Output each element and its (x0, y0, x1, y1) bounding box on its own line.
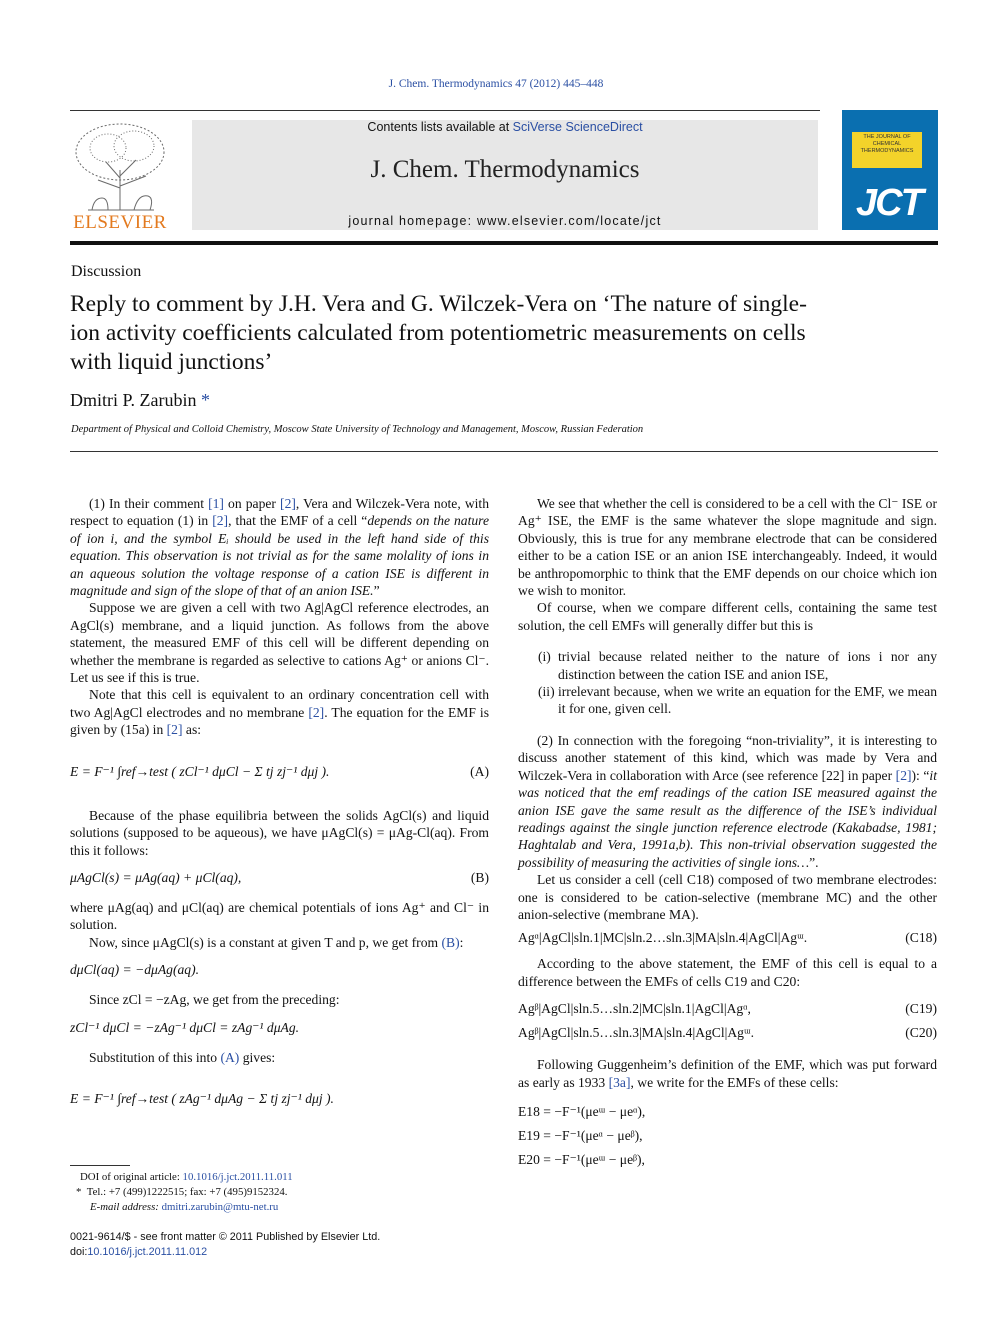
equation-c19: Agᵝ|AgCl|sln.5…sln.2|MC|sln.1|AgCl|Agᵅ, (C19) (518, 1001, 937, 1017)
paragraph: Since zCl = −zAg, we get from the preceding: (89, 992, 340, 1008)
issn-line: 0021-9614/$ - see front matter © 2011 Published by Elsevier Ltd. (70, 1231, 381, 1243)
equation-number: (C20) (905, 1025, 937, 1041)
contents-line: Contents lists available at SciVerse ScienceDirect (367, 120, 643, 134)
article-doi-link[interactable]: 10.1016/j.jct.2011.11.012 (87, 1245, 208, 1258)
author-footnote-mark[interactable]: * (201, 390, 210, 410)
sciencedirect-link[interactable]: SciVerse ScienceDirect (512, 120, 643, 134)
ref-link[interactable]: [2] (166, 722, 183, 738)
paragraph: where μAg(aq) and μCl(aq) are chemical potentials of ions Ag⁺ and Cl⁻ in solution. (70, 899, 489, 933)
paragraph: We see that whether the cell is considered to be a cell with the Cl⁻ ISE or Ag⁺ ISE, the EMF is the same whatever the slope magnitude and sign. Obviously, this is true for any membrane electrode that can be considered either to be a cation ISE or an anion ISE interchangeably. Indeed, it would be anthropomorphic to think that the EMF depends on our choice which ion we wish to monitor. (518, 496, 937, 599)
ref-link[interactable]: [3a] (608, 1074, 631, 1090)
email-link[interactable]: dmitri.zarubin@mtu-net.ru (161, 1201, 279, 1213)
equation-c20: Agᵝ|AgCl|sln.5…sln.3|MA|sln.4|AgCl|Agᵚ. (C20) (518, 1025, 937, 1041)
article-doi: doi:10.1016/j.jct.2011.11.012 (70, 1245, 208, 1258)
paragraph: Of course, when we compare different cells, containing the same test solution, the cell EMFs will generally differ but this is (518, 600, 937, 633)
footnote-contact: * Tel.: +7 (499)1222515; fax: +7 (495)9152324. (76, 1186, 288, 1198)
paragraph: Note that this cell is equivalent to an ordinary concentration cell with two Ag|AgCl electrodes and no membrane [2]. The equation for the EMF is given by (15a) in [2] as: (70, 687, 489, 738)
equation-e: E = F⁻¹ ∫ref→test ( zAg⁻¹ dμAg − Σ tj zj⁻¹ dμj ). (70, 1090, 334, 1106)
ref-link[interactable]: [2] (308, 704, 325, 720)
equation-number: (C19) (905, 1001, 937, 1017)
journal-title: J. Chem. Thermodynamics (370, 156, 640, 183)
equation-d: zCl⁻¹ dμCl = −zAg⁻¹ dμCl = zAg⁻¹ dμAg. (70, 1019, 300, 1035)
ref-link[interactable]: [2] (895, 767, 912, 783)
elsevier-tree-icon (68, 118, 172, 214)
list-item: (ii) irrelevant because, when we write an equation for the EMF, we mean it for one, given cell. (538, 684, 937, 717)
footnote-star: * (76, 1186, 87, 1198)
journal-masthead (192, 120, 818, 230)
equation-number: (A) (470, 763, 489, 779)
article-section: Discussion (71, 263, 142, 280)
paragraph: Let us consider a cell (cell C18) composed of two membrane electrodes: one is considered to be cation-selective (membrane MC) and the other anion-selective (membrane MA). (518, 872, 937, 922)
paragraph: Now, since μAgCl(s) is a constant at given T and p, we get from (B): (89, 934, 464, 950)
header-thick-rule (70, 241, 938, 245)
ref-link[interactable]: [2] (280, 496, 296, 511)
equation-a: E = F⁻¹ ∫ref→test ( zCl⁻¹ dμCl − Σ tj zj⁻¹ dμj ). (A) (70, 763, 489, 779)
head-rule (70, 451, 938, 452)
left-column (70, 495, 489, 1134)
author-line (70, 390, 210, 411)
paragraph: (2) In connection with the foregoing “non-triviality”, it is interesting to discuss another statement of this kind, which was made by Vera and Wilczek-Vera in collaboration with Arce (see reference [22] in paper [2]): “it was noticed that the emf readings of the cation ISE measured against the anion ISE gave the same result as the difference of the ISE’s individual readings against the single junction reference electrode (Kakabadse, 1981; Haghtalab and Vera, 1991a,b). This non-trivial observation suggested the possibility of measuring the activities of single ions…”. (518, 732, 937, 870)
cover-label: THE JOURNAL OF CHEMICAL THERMODYNAMICS (852, 132, 922, 168)
equation-link[interactable]: (B) (441, 934, 460, 950)
equation-e19: E19 = −F⁻¹(μeᵅ − μeᵝ), (518, 1127, 643, 1143)
equation-b: μAgCl(s) = μAg(aq) + μCl(aq), (B) (70, 869, 489, 885)
journal-citation[interactable]: J. Chem. Thermodynamics 47 (2012) 445–448 (388, 78, 604, 90)
footnote-doi: DOI of original article: 10.1016/j.jct.2011.11.011 (80, 1171, 293, 1183)
elsevier-wordmark: ELSEVIER (73, 212, 167, 233)
journal-homepage: journal homepage: www.elsevier.com/locate/jct (348, 214, 662, 228)
paragraph: Substitution of this into (A) gives: (89, 1049, 276, 1065)
issn-block (70, 1230, 380, 1259)
right-column (518, 495, 937, 1175)
article-title: Reply to comment by J.H. Vera and G. Wilczek-Vera on ‘The nature of single-ion activity coefficients calculated from potentiometric measurements on cells with liquid junctions’ (70, 291, 807, 375)
equation-number: (C18) (905, 930, 937, 946)
equation-c: dμCl(aq) = −dμAg(aq). (70, 962, 200, 978)
ref-link[interactable]: [1] (208, 496, 224, 511)
affiliation: Department of Physical and Colloid Chemistry, Moscow State University of Technology and Management, Moscow, Russian Federation (71, 424, 644, 435)
equation-link[interactable]: (A) (220, 1049, 240, 1065)
reasons-list (518, 648, 937, 718)
header-rule (70, 110, 820, 111)
list-item: (i) trivial because related neither to the nature of ions i nor any distinction between the cation ISE and anion ISE, (538, 649, 937, 682)
paragraph: According to the above statement, the EMF of this cell is equal to a difference between the EMFs of cells C19 and C20: (518, 956, 937, 989)
paragraph: Because of the phase equilibria between the solids AgCl(s) and liquid solutions (supposed to be aqueous), we have μAgCl(s) = μAg-Cl(aq). From this it follows: (70, 807, 489, 858)
equation-e18: E18 = −F⁻¹(μeᵚ − μeᵅ), (518, 1103, 646, 1119)
doi-link[interactable]: 10.1016/j.jct.2011.11.011 (182, 1171, 293, 1183)
cover-mark: JCT (856, 182, 922, 224)
ref-link[interactable]: [2] (212, 513, 229, 529)
paragraph: (1) In their comment [1] on paper [2], Vera and Wilczek-Vera note, with respect to equation (1) in [2], that the EMF of a cell “depends on the nature of ion i, and the symbol Eᵢ should be used in the left hand side of this equation. This observation is not trivial as for the same molality of ions in an aqueous solution the voltage response of a cation ISE is different in magnitude and sign of the slope of that of an anion ISE.” (70, 496, 489, 599)
homepage-link[interactable]: www.elsevier.com/locate/jct (477, 214, 662, 228)
footnote-email: E-mail address: dmitri.zarubin@mtu-net.ru (90, 1201, 279, 1213)
paragraph: Suppose we are given a cell with two Ag|AgCl reference electrodes, an AgCl(s) membrane, and a liquid junction. As follows from the above statement, the measured EMF of this cell will be different depending on whether the membrane is regarded as selective to cations Ag⁺ or anions Cl⁻. Let us see if this is true. (70, 600, 489, 686)
equation-number: (B) (470, 869, 489, 885)
footnote-rule (70, 1165, 130, 1166)
paragraph: Following Guggenheim’s definition of the EMF, which was put forward as early as 1933 [3a], we write for the EMFs of these cells: (518, 1057, 937, 1090)
journal-cover[interactable] (842, 110, 938, 230)
author-name: Dmitri P. Zarubin (70, 390, 197, 410)
equation-c18: Agᵅ|AgCl|sln.1|MC|sln.2…sln.3|MA|sln.4|AgCl|Agᵚ. (C18) (518, 930, 937, 946)
equation-e20: E20 = −F⁻¹(μeᵚ − μeᵝ), (518, 1151, 645, 1167)
elsevier-logo[interactable] (68, 118, 172, 234)
